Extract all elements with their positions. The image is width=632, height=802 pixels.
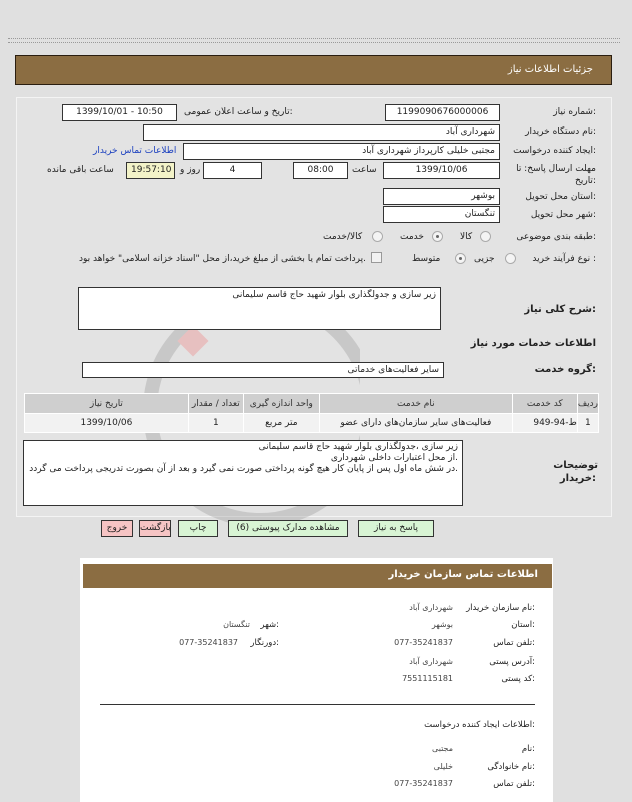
summary-textarea[interactable]: زیر سازی و جدولگذاری بلوار شهید حاج قاسم سلیمانی [78,287,441,330]
deadline-label-2: تاریخ: [575,176,596,186]
province-field[interactable]: بوشهر [383,188,500,205]
notes-label-2: خریدار: [559,473,596,484]
process-label: نوع فرآیند خرید : [532,254,596,264]
province-label: استان محل تحویل: [525,192,596,202]
postal-value: 7551115181 [402,674,453,683]
province-value: بوشهر [431,620,453,629]
col-header-unit: واحد اندازه گیری [243,394,319,414]
fax-label: دورنگار: [250,638,279,648]
services-table [24,393,599,433]
city-value: تنگستان [223,620,250,629]
col-header-row: ردیف [577,394,598,414]
cell-unit: متر مربع [243,414,319,433]
category-radio-goods[interactable] [480,231,491,242]
col-header-date: تاریخ نیاز [25,394,189,414]
name-label: نام: [521,744,535,754]
buyer-org-field[interactable]: شهرداری آباد [143,124,500,141]
time-label: ساعت [352,165,377,175]
group-field[interactable]: سایر فعالیت‌های خدماتی [82,362,444,378]
name-value: مجتبی [432,744,453,753]
address-label: آدرس پستی: [489,657,535,667]
buyer-org-label: نام دستگاه خریدار: [525,127,596,137]
col-header-qty: تعداد / مقدار [188,394,243,414]
need-number-label: شماره نیاز: [553,107,596,117]
back-button[interactable]: بازگشت [139,520,171,537]
respond-button[interactable]: پاسخ به نیاز [358,520,434,537]
notes-textarea[interactable] [23,440,463,506]
attachments-button[interactable]: مشاهده مدارک پیوستی (6) [228,520,348,537]
fax-value: 077-35241837 [179,638,238,647]
province-label: استان: [511,620,535,630]
org-label: نام سازمان خریدار: [466,603,535,613]
table-row [25,414,599,433]
creator-title: اطلاعات ایجاد کننده درخواست: [424,720,535,730]
category-service-label: خدمت [400,232,424,242]
creator-field[interactable]: مجتبی خلیلی کارپرداز شهرداری آباد [183,143,500,160]
creator-phone-value: 077-35241837 [394,779,453,788]
remaining-time: 19:57:10 [126,162,175,179]
phone-value: 077-35241837 [394,638,453,647]
category-label: طبقه بندی موضوعی: [516,232,596,242]
remaining-label: ساعت باقی مانده [47,165,114,175]
divider [8,38,620,43]
group-label: گروه خدمت: [534,364,596,375]
city-field[interactable]: تنگستان [383,206,500,223]
deadline-date-field[interactable]: 1399/10/06 [383,162,500,179]
city-label: شهر: [260,620,279,630]
org-value: شهرداری آباد [409,603,453,612]
notes-line: در شش ماه اول پس از پایان کار هیچ گونه پرداختی صورت نمی گیرد و بعد از آن بصورت تدریجی پرداخت می گردد. [29,464,458,474]
announce-field[interactable]: 1399/10/01 - 10:50 [62,104,177,121]
creator-phone-label: تلفن تماس: [493,779,535,789]
buyer-contact-link[interactable]: اطلاعات تماس خریدار [93,146,177,156]
divider [100,704,535,705]
postal-label: کد پستی: [501,674,535,684]
contact-panel [80,558,553,802]
category-goods-label: کالا [460,232,473,242]
process-radio-medium[interactable] [455,253,466,264]
summary-label: شرح کلی نیاز: [524,304,596,315]
family-label: نام خانوادگی: [487,762,535,772]
exit-button[interactable]: خروج [101,520,133,537]
category-radio-both[interactable] [372,231,383,242]
print-button[interactable]: چاپ [178,520,218,537]
page-header [15,55,612,85]
notes-line: از محل اعتبارات داخلی شهرداری. [330,453,458,463]
process-radio-minor[interactable] [505,253,516,264]
deadline-label: مهلت ارسال پاسخ: تا [516,164,596,174]
table-header-row [25,394,599,414]
col-header-code: کد خدمت [512,394,577,414]
deadline-time-field[interactable]: 08:00 [293,162,348,179]
cell-row: 1 [577,414,598,433]
cell-date: 1399/10/06 [25,414,189,433]
address-value: شهرداری آباد [409,657,453,666]
payment-note: پرداخت تمام یا بخشی از مبلغ خرید،از محل "اسناد خزانه اسلامی" خواهد بود. [78,254,366,264]
cell-name: فعالیت‌های سایر سازمان‌های دارای عضو [319,414,512,433]
services-title: اطلاعات خدمات مورد نیاز [470,338,596,349]
cell-code: ط-94-949 [512,414,577,433]
days-field[interactable]: 4 [203,162,262,179]
city-label: شهر محل تحویل: [530,210,596,220]
notes-label: توضیحات [553,460,598,471]
category-radio-service[interactable] [432,231,443,242]
phone-label: تلفن تماس: [493,638,535,648]
cell-qty: 1 [188,414,243,433]
family-value: خلیلی [433,762,453,771]
notes-line: زیر سازی ،جدولگذاری بلوار شهید حاج قاسم سلیمانی [258,442,458,452]
process-minor-label: جزیی [474,254,495,264]
category-both-label: کالا/خدمت [323,232,363,242]
page-title: جزئیات اطلاعات نیاز [507,64,593,75]
days-label: روز و [180,165,201,175]
contact-title: اطلاعات تماس سازمان خریدار [388,569,538,580]
need-number-field[interactable]: 1199090676000006 [385,104,500,121]
treasury-checkbox[interactable] [371,252,382,263]
announce-label: تاریخ و ساعت اعلان عمومی: [184,107,293,117]
creator-label: ایجاد کننده درخواست: [513,146,596,156]
col-header-name: نام خدمت [319,394,512,414]
contact-header [83,564,552,588]
process-medium-label: متوسط [412,254,441,264]
